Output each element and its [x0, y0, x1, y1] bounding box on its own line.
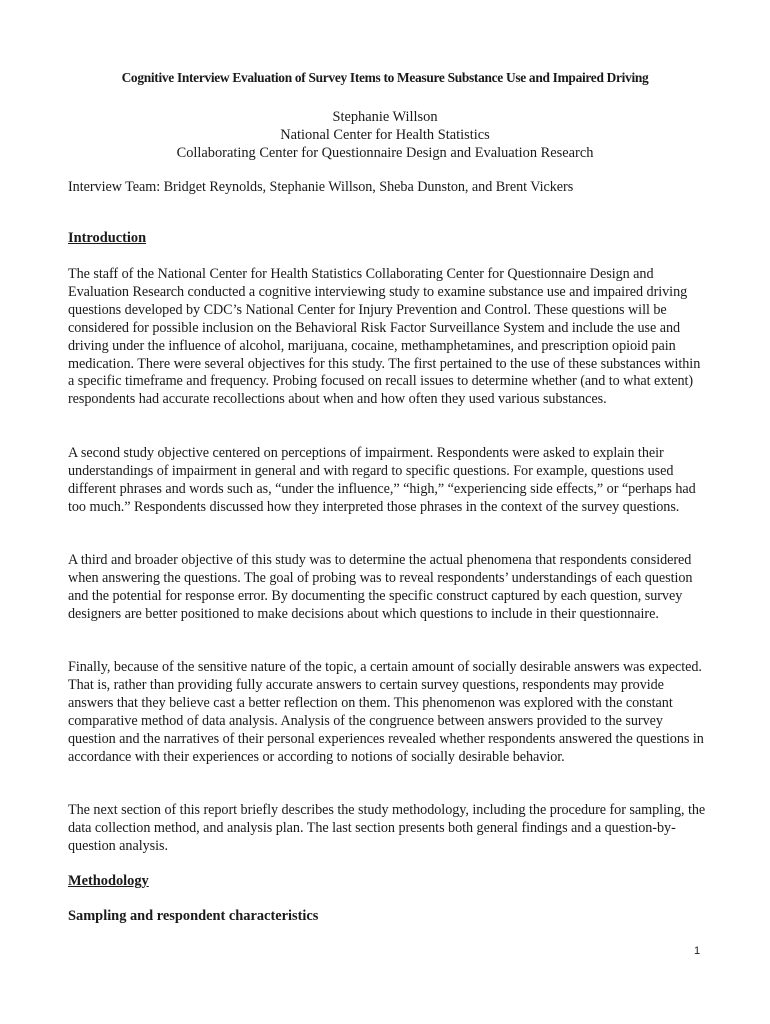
introduction-paragraph-4: Finally, because of the sensitive nature of the topic, a certain amount of socially desirable answers was expected. That is, rather than providing fully accurate answers to certain survey questions, respondents may provide answers that they believe cast a better reflection on them. This phenomenon was explored with the constant comparative method of data analysis. Analysis of the congruence between answers provided to the survey question and the narratives of their personal experiences revealed whether respondents answered the questions in accordance with their experiences or according to notions of socially desirable behavior.: [68, 659, 704, 765]
affiliation-line-1: National Center for Health Statistics: [280, 127, 490, 143]
introduction-paragraph-5: The next section of this report briefly describes the study methodology, including the procedure for sampling, the data collection method, and analysis plan. The last section presents both general findings and a question-by-question analysis.: [68, 802, 706, 854]
affiliation-line-2: Collaborating Center for Questionnaire Design and Evaluation Research: [176, 145, 594, 161]
page-number: 1: [694, 945, 701, 957]
sampling-subheading: Sampling and respondent characteristics: [68, 908, 319, 924]
introduction-paragraph-3: A third and broader objective of this study was to determine the actual phenomena that respondents considered when answering the questions. The goal of probing was to reveal respondents’ understandings of each question and the potential for response error. By documenting the specific construct captured by each question, survey designers are better positioned to make decisions about which questions to include in their questionnaire.: [68, 552, 693, 622]
introduction-paragraph-2: A second study objective centered on perceptions of impairment. Respondents were asked to explain their understandings of impairment in general and with regard to specific questions. For example, questions used different phrases and words such as, “under the influence,” “high,” “experiencing side effects,” or “perhaps had too much.” Respondents discussed how they interpreted those phrases in the context of the survey questions.: [68, 445, 696, 515]
introduction-paragraph-1: The staff of the National Center for Health Statistics Collaborating Center for Questionnaire Design and Evaluation Research conducted a cognitive interviewing study to examine substance use and impaired driving questions developed by CDC’s National Center for Injury Prevention and Control. These questions will be considered for possible inclusion on the Behavioral Risk Factor Surveillance System and include the use and driving under the influence of alcohol, marijuana, cocaine, methamphetamines, and prescription opioid pain medication. There were several objectives for this study. The first pertained to the use of these substances within a specific timeframe and frequency. Probing focused on recall issues to determine whether (and to what extent) respondents had accurate recollections about when and how often they used various substances.: [68, 266, 701, 408]
interview-team: Interview Team: Bridget Reynolds, Stephanie Willson, Sheba Dunston, and Brent Vickers: [68, 179, 574, 195]
introduction-heading: Introduction: [68, 230, 147, 246]
author-name: Stephanie Willson: [332, 109, 438, 125]
document-title: Cognitive Interview Evaluation of Survey Items to Measure Substance Use and Impaired Driving: [121, 70, 649, 85]
methodology-heading: Methodology: [68, 873, 149, 889]
